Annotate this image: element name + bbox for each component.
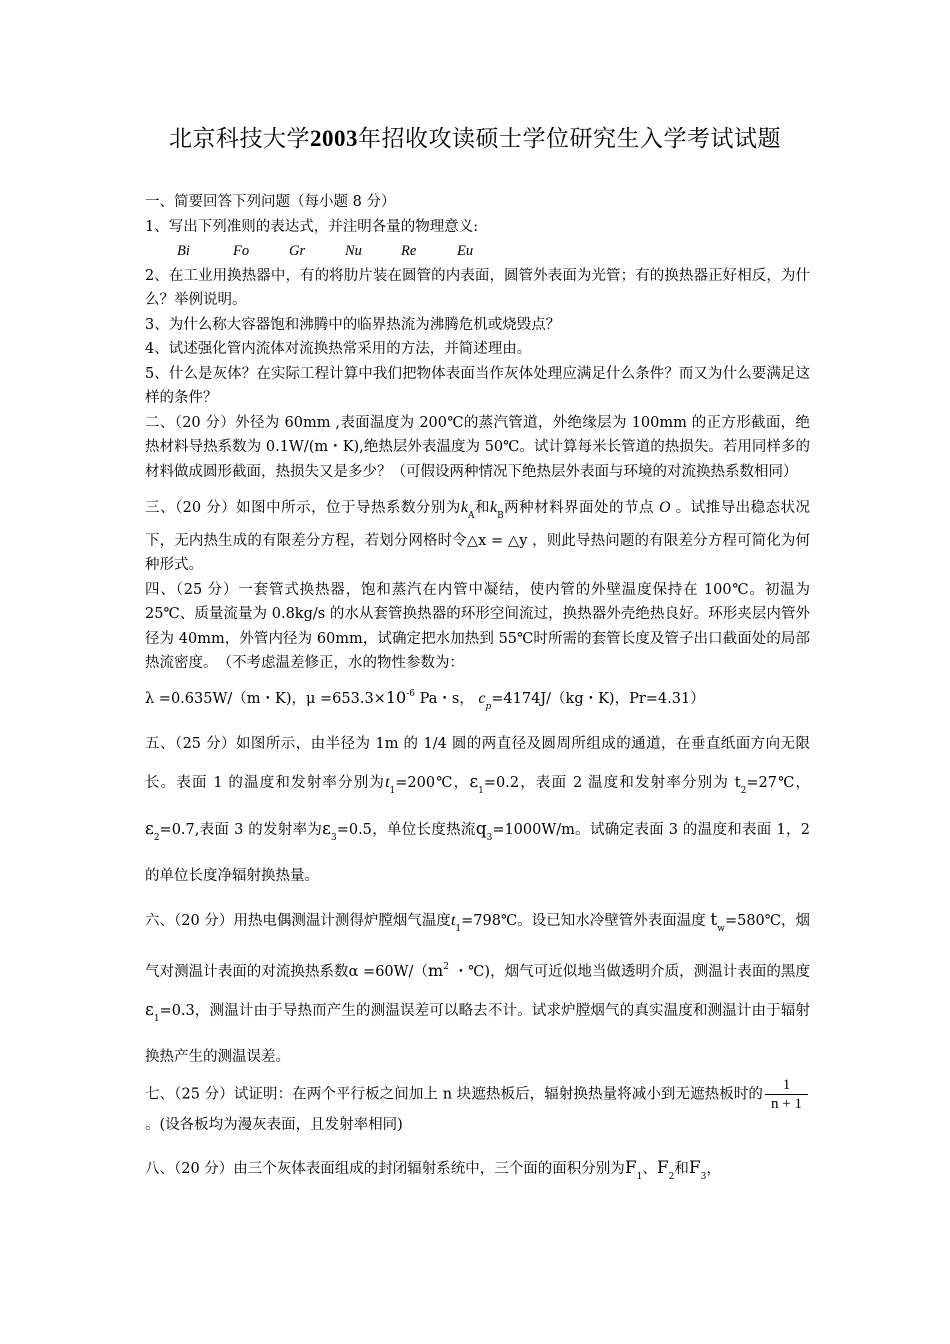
props-part-a: λ =0.635W/（m・K)，μ =653.3× [145, 690, 386, 707]
ten-base: 10 [385, 687, 407, 707]
t1-sub-q6: 1 [455, 924, 462, 934]
f2-symbol: F [656, 1157, 669, 1178]
exam-title [0, 120, 950, 153]
q5-text-7: =1000W/m。试确定表面 3 的温度和表面 1，2 的单位长度净辐射换热量。 [145, 822, 811, 884]
tw-symbol: t [710, 910, 718, 930]
q1-item-1: 1、写出下列准则的表达式，并注明各量的物理意义: [145, 218, 479, 235]
q6-text-2: =798℃。设已知水冷壁管外表面温度 [461, 913, 706, 929]
q3-text-3: 。试推导出稳态状况下，无内热生成的有限差分方程，若划分网格时令△x = △y ，则此导热问题的有限差分方程可简化为何种形式。 [145, 500, 811, 573]
q6-text-1: 六、（20 分）用热电偶测温计测得炉膛烟气温度 [145, 913, 451, 929]
t2-symbol: t [734, 775, 741, 791]
title-suffix: 年招收攻读硕士学位研究生入学考试试题 [358, 126, 781, 152]
q5-text-5: =0.7,表面 3 的发射率为 [159, 822, 323, 838]
props-part-b: Pa・s， [414, 690, 474, 707]
eps3-symbol: ε [322, 819, 331, 839]
q1-item-3: 3、为什么称大容器饱和沸腾中的临界热流为沸腾危机或烧毁点？ [145, 316, 561, 333]
k-symbol-b: k [489, 499, 498, 516]
title-year: 2003 [310, 126, 358, 151]
q1-item-2: 2、在工业用换热器中，有的将肋片装在圆管的内表面，圆管外表面为光管；有的换热器正好相反，为什么？举例说明。 [145, 267, 810, 308]
q7-text-1: 七、（25 分）试证明：在两个平行板之间加上 n 块遮热板后，辐射换热量将减小到无遮热板时的 [145, 1086, 764, 1103]
cp-sub: p [485, 701, 492, 712]
q5-text-1: 五、（25 分）如图所示，由半径为 1m 的 1/4 圆的两直径及圆周所组成的通道，在垂直纸面方向无限长。表面 1 的温度和发射率分别为 [145, 736, 810, 791]
f2-sub: 2 [668, 1171, 675, 1182]
t1-symbol-q6: t [450, 912, 456, 929]
section-4: 四、（25 分）一套管式换热器，饱和蒸汽在内管中凝结，使内管的外壁温度保持在 100℃。初温为 25℃、质量流量为 0.8kg/s 的水从套管换热器的环形空间流过，换热器外壳绝热良好。环形夹层内管外径为 40mm，外管内径为 60mm，试确定把水加热到 55℃时所需的套管长度及管子出口截面处的局部热流密度。 （不考虑温差修正，水的物性参数为： [145, 581, 810, 671]
q3-text-1: 三、（20 分）如图中所示，位于导热系数分别为 [145, 500, 461, 516]
fraction-numerator: 1 [782, 1077, 791, 1093]
q3-and: 和 [474, 500, 490, 516]
criterion-re: Re [401, 243, 417, 259]
q5-text-4: =27℃， [746, 775, 811, 791]
f1-sub: 1 [636, 1171, 643, 1182]
criterion-nu: Nu [345, 243, 362, 259]
t1-symbol: t [385, 774, 390, 791]
q1-item-4: 4、试述强化管内流体对流换热常采用的方法，并简述理由。 [145, 341, 532, 357]
eps2-symbol: ε [145, 819, 154, 839]
q3-flux-symbol: q [475, 819, 487, 839]
exam-content [145, 190, 810, 1195]
eps1-sub: 1 [478, 786, 484, 796]
eps-sub-q6: 1 [153, 1014, 160, 1024]
criterion-bi: Bi [177, 243, 190, 259]
q5-text-3: =0.2，表面 2 温度和发射率分别为 [483, 775, 730, 791]
node-symbol: O [659, 499, 671, 516]
section-1-header: 一、简要回答下列问题（每小题 8 分） [145, 194, 396, 210]
f3-symbol: F [688, 1157, 701, 1178]
cp-symbol: c [478, 689, 486, 707]
q8-end: ， [706, 1160, 721, 1177]
section-3 [145, 496, 810, 578]
f3-sub: 3 [700, 1171, 707, 1182]
t2-sub: 2 [740, 786, 747, 796]
section-6 [145, 901, 810, 1076]
q3-sub: 3 [486, 833, 493, 843]
fraction-denominator: n + 1 [765, 1094, 808, 1113]
section-5 [145, 725, 810, 895]
q8-and: 和 [674, 1160, 689, 1177]
f1-symbol: F [624, 1157, 637, 1178]
q5-text-6: =0.5，单位长度热流 [336, 822, 476, 838]
q6-text-3: =580℃，烟气对测温计表面的对流换热系数α =60W/（ [145, 913, 811, 980]
water-properties [145, 682, 810, 720]
criterion-eu: Eu [457, 243, 474, 259]
section-2: 二、（20 分）外径为 60mm ,表面温度为 200℃的蒸汽管道，外绝缘层为 100mm 的正方形截面，绝热材料导热系数为 0.1W/(m・K),绝热层外表温度为 50℃。试计算每米长管道的热损失。若用同样多的材料做成圆形截面，热损失又是多少？（可假设两种情况下绝热层外表面与环境的对流换热系数相同） [145, 414, 810, 480]
section-8 [145, 1150, 810, 1195]
m-unit: m [428, 961, 444, 980]
eps3-sub: 3 [330, 833, 337, 843]
eps-symbol-q6: ε [145, 1000, 154, 1020]
q8-text-1: 八、（20 分）由三个灰体表面组成的封闭辐射系统中，三个面的面积分别为 [145, 1160, 625, 1177]
q3-text-2: 两种材料界面处的节点 [503, 500, 654, 516]
q6-text-5: =0.3，测温计由于导热而产生的测温误差可以略去不计。试求炉膛烟气的真实温度和测温计由于辐射换热产生的测温误差。 [145, 1003, 810, 1065]
eps2-sub: 2 [153, 833, 160, 843]
fraction-1-over-n-plus-1 [765, 1076, 808, 1113]
t1-sub: 1 [389, 786, 396, 796]
k-sub-a: A [467, 511, 475, 521]
ten-exponent: -6 [406, 688, 415, 699]
criterion-gr: Gr [289, 243, 306, 259]
props-part-c: =4174J/（kg・K)，Pr=4.31） [491, 690, 705, 707]
title-prefix: 北京科技大学 [169, 126, 310, 152]
k-symbol: k [460, 499, 468, 516]
q1-item-5: 5、什么是灰体？在实际工程计算中我们把物体表面当作灰体处理应满足什么条件？而又为什么要满足这样的条件？ [145, 365, 810, 406]
q8-sep: 、 [642, 1160, 657, 1177]
m-exponent: 2 [443, 962, 449, 972]
criterion-fo: Fo [233, 243, 250, 259]
q5-text-2: =200℃， [395, 775, 470, 791]
section-7 [145, 1076, 810, 1138]
q7-text-2: 。(设各板均为漫灰表面，且发射率相同) [145, 1117, 403, 1133]
eps1-symbol: ε [469, 772, 479, 792]
criteria-list [145, 239, 810, 264]
k-sub-b: B [497, 511, 504, 521]
q6-text-4: ・℃)，烟气可近似地当做透明介质，测温计表面的黑度 [448, 964, 810, 980]
tw-sub: w [717, 924, 725, 934]
